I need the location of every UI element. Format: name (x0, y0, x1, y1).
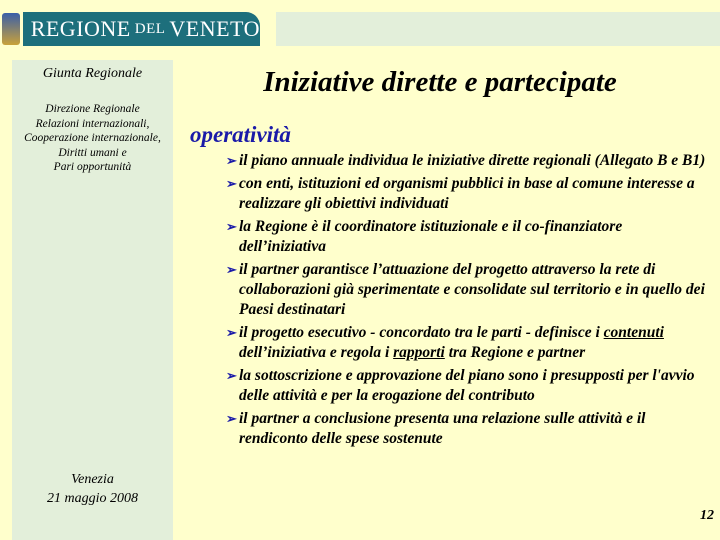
bullet-list (226, 151, 706, 452)
sidebar (12, 60, 173, 540)
bullet-item (226, 174, 706, 214)
direzione-line: Pari opportunità (53, 161, 132, 173)
logo-text: REGIONE (30, 16, 131, 41)
arrow-bullet-icon: ➢ (226, 368, 237, 383)
bullet-text: contenuti (603, 324, 664, 341)
logo-banner (23, 12, 260, 46)
header-box (276, 12, 720, 46)
arrow-bullet-icon: ➢ (226, 411, 237, 426)
place-date (12, 470, 173, 508)
bullet-item (226, 366, 706, 406)
bullet-item (226, 409, 706, 449)
arrow-bullet-icon: ➢ (226, 219, 237, 234)
bullet-item (226, 217, 706, 257)
arrow-bullet-icon: ➢ (226, 176, 237, 191)
bullet-text: la Regione è il coordinatore istituzionale e il co-finanziatore dell’iniziativa (239, 218, 623, 255)
direzione-line: Diritti umani e (58, 146, 127, 159)
bullet-item (226, 260, 706, 320)
slide-title: Iniziative dirette e partecipate (263, 66, 617, 98)
page-number: 12 (700, 508, 714, 523)
bullet-text: rapporti (393, 344, 445, 361)
giunta-label: Giunta Regionale (42, 66, 143, 81)
arrow-bullet-icon: ➢ (226, 153, 237, 168)
bullet-item (226, 151, 706, 171)
regione-veneto-logo (2, 12, 260, 46)
crest-icon (2, 13, 20, 45)
direzione-line: Cooperazione internazionale, (24, 132, 161, 144)
arrow-bullet-icon: ➢ (226, 325, 237, 340)
bullet-text: la sottoscrizione e approvazione del piano sono i presupposti per l'avvio delle attività e per la erogazione del contributo (239, 367, 695, 404)
direzione-label (12, 102, 173, 175)
logo-text: VENETO (169, 16, 260, 41)
direzione-line: Direzione Regionale (45, 103, 140, 115)
bullet-text: tra Regione e partner (444, 344, 586, 361)
bullet-text: il piano annuale individua le iniziative dirette regionali (Allegato B e B1) (239, 152, 706, 169)
place: Venezia (71, 472, 114, 487)
arrow-bullet-icon: ➢ (226, 262, 237, 277)
date: 21 maggio 2008 (47, 491, 138, 506)
bullet-item (226, 323, 706, 363)
slide-subtitle: operatività (190, 122, 291, 147)
bullet-text: il progetto esecutivo - concordato tra le parti - definisce i (239, 324, 604, 341)
bullet-text: dell’iniziativa e regola i (239, 344, 394, 361)
logo-text: DEL (134, 20, 166, 37)
bullet-text: il partner a conclusione presenta una relazione sulle attività e il rendiconto delle spese sostenute (239, 410, 646, 447)
bullet-text: il partner garantisce l’attuazione del progetto attraverso la rete di collaborazioni già sperimentate e consolidate sul territorio e in quello dei Paesi destinatari (239, 261, 705, 318)
direzione-line: Relazioni internazionali, (35, 117, 150, 130)
bullet-text: con enti, istituzioni ed organismi pubblici in base al comune interesse a realizzare gli obiettivi individuati (239, 175, 695, 212)
